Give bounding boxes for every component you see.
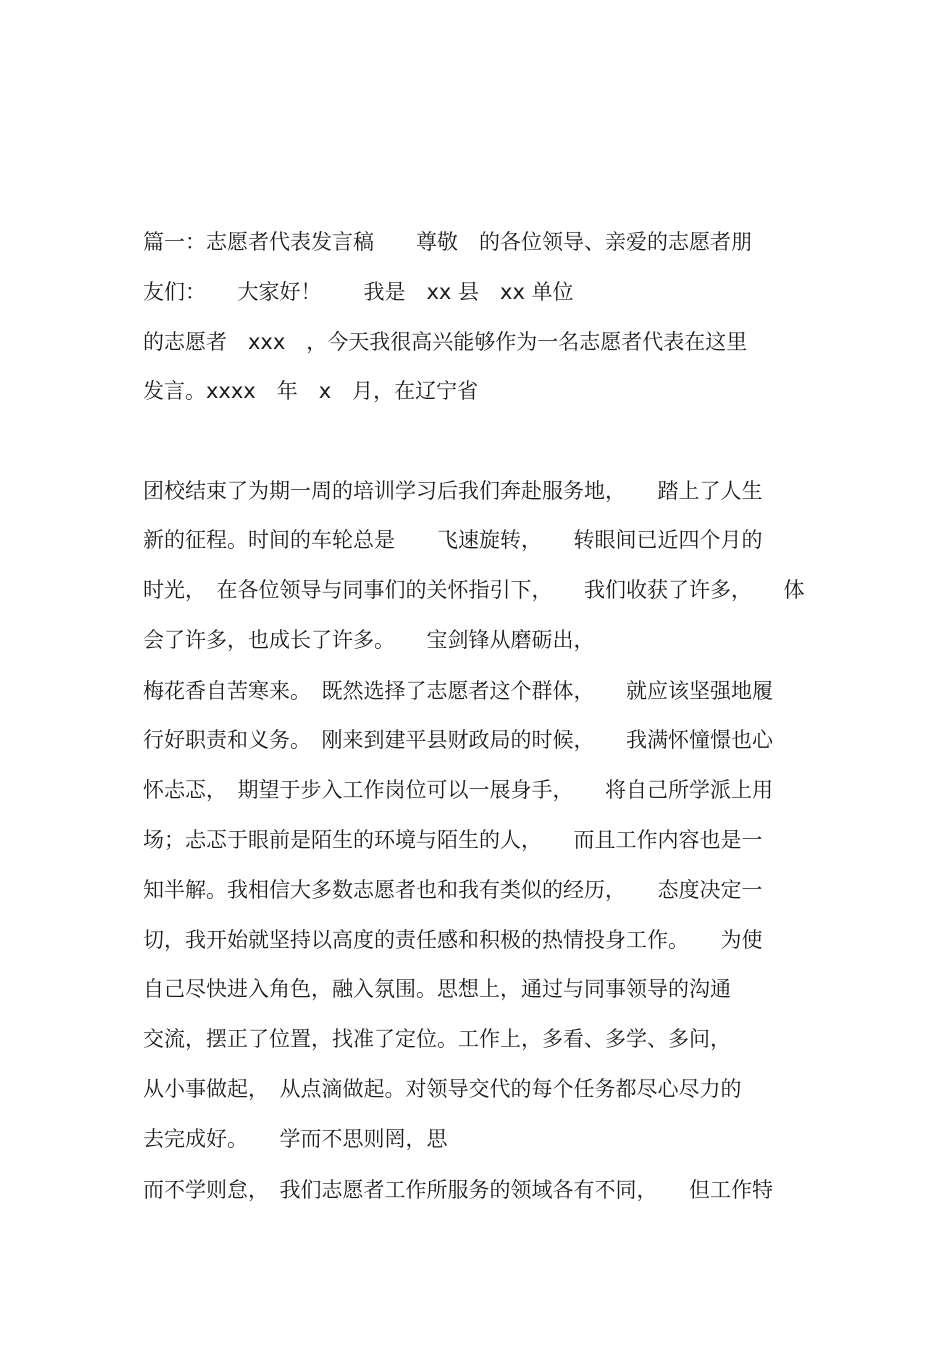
text-line: 从小事做起， 从点滴做起。对领导交代的每个任务都尽心尽力的: [143, 1077, 742, 1101]
text-line: 的志愿者 xxx ，今天我很高兴能够作为一名志愿者代表在这里: [143, 330, 748, 354]
text-line: 场；忐忑于眼前是陌生的环境与陌生的人， 而且工作内容也是一: [143, 828, 763, 852]
text-line: 交流，摆正了位置，找准了定位。工作上，多看、多学、多问，: [143, 1027, 731, 1051]
text-line: 切，我开始就坚持以高度的责任感和积极的热情投身工作。 为使: [143, 928, 763, 952]
text-line: 新的征程。时间的车轮总是 飞速旋转， 转眼间已近四个月的: [143, 528, 763, 552]
text-line: 梅花香自苦寒来。 既然选择了志愿者这个群体， 就应该坚强地履: [143, 679, 773, 703]
text-line: 时光， 在各位领导与同事们的关怀指引下， 我们收获了许多， 体: [143, 578, 805, 602]
text-line: 团校结束了为期一周的培训学习后我们奔赴服务地， 踏上了人生: [143, 479, 763, 503]
text-line: 知半解。我相信大多数志愿者也和我有类似的经历， 态度决定一: [143, 878, 763, 902]
text-line: 行好职责和义务。 刚来到建平县财政局的时候， 我满怀憧憬也心: [143, 728, 773, 752]
text-line: 怀忐忑， 期望于步入工作岗位可以一展身手， 将自己所学派上用: [143, 778, 773, 802]
text-line: 发言。xxxx 年 x 月，在辽宁省: [143, 379, 479, 403]
text-line: 会了许多，也成长了许多。 宝剑锋从磨砺出，: [143, 628, 595, 652]
text-line: 去完成好。 学而不思则罔，思: [143, 1127, 448, 1151]
text-line: 篇一：志愿者代表发言稿 尊敬 的各位领导、亲爱的志愿者朋: [143, 230, 752, 254]
text-line: 自己尽快进入角色，融入氛围。思想上，通过与同事领导的沟通: [143, 977, 731, 1001]
text-line: 而不学则怠， 我们志愿者工作所服务的领域各有不同， 但工作特: [143, 1178, 773, 1202]
text-line: 友们： 大家好！ 我是 xx 县 xx 单位: [143, 280, 574, 304]
